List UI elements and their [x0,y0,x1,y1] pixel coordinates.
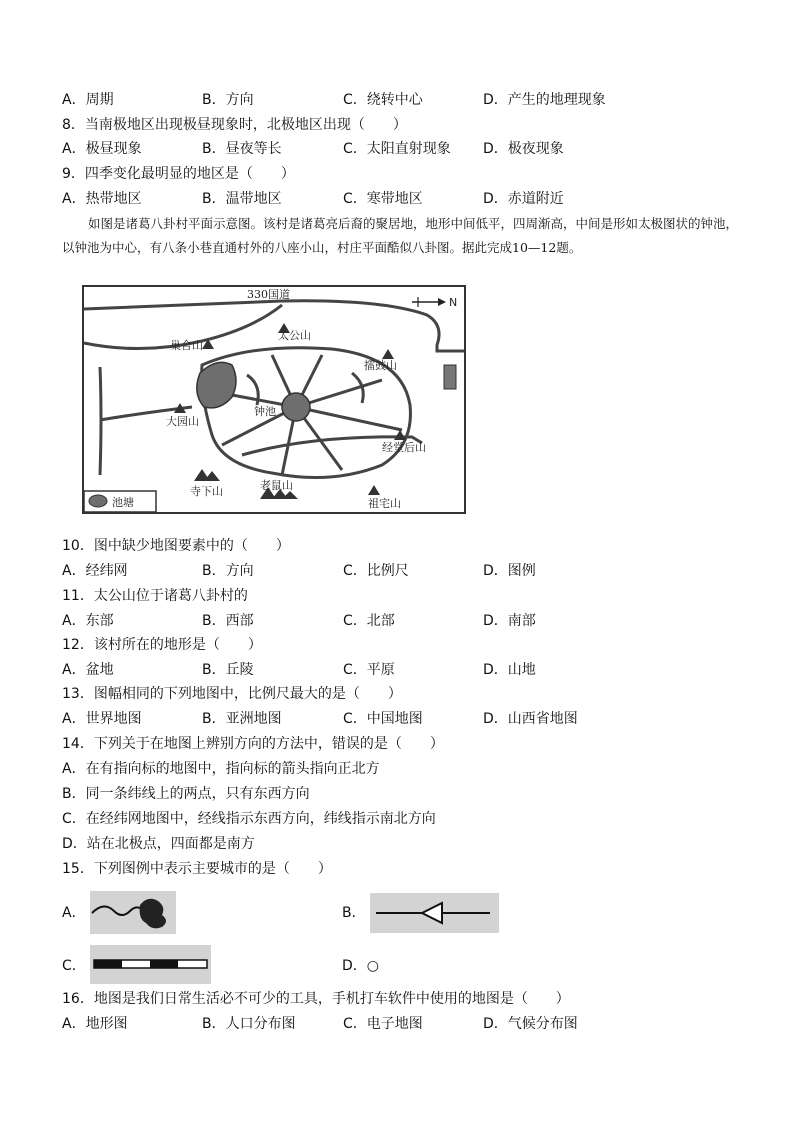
arrow-line-symbol-icon [370,893,499,933]
q9-stem: 9．四季变化最明显的地区是（ ） [62,166,295,182]
label-leigu: 擂鼓山 [364,359,397,372]
label-zhongchi: 钟池 [254,405,276,418]
q7-options [62,91,742,109]
q11-options [62,612,742,630]
q9-option-a: A．热带地区 [62,191,142,207]
q8-option-a: A．极昼现象 [62,141,142,157]
q15-option-b-image [370,893,499,933]
q14-option-c: C．在经纬网地图中，经线指示东西方向，纬线指示南北方向 [62,811,436,827]
q7-option-c: C．绕转中心 [343,92,423,108]
q8-option-b: B．昼夜等长 [202,141,282,157]
q15-option-a-image [90,891,176,934]
building-marker [444,365,456,389]
q9-options [62,190,742,208]
q8-option-d: D．极夜现象 [483,141,564,157]
q16-stem: 16．地图是我们日常生活必不可少的工具，手机打车软件中使用的地图是（ ） [62,991,570,1007]
q14-option-a: A．在有指向标的地图中，指向标的箭头指向正北方 [62,761,380,777]
map-intro-passage: 如图是诸葛八卦村平面示意图。该村是诸葛亮后裔的聚居地，地形中间低平，四周渐高，中间是形如太极图状的钟池，以钟池为中心，有八条小巷直通村外的八座小山，村庄平面酷似八卦图。据此完成10—12题。 [62,216,739,255]
q8-option-c: C．太阳直射现象 [343,141,451,157]
q12-option-c: C．平原 [343,662,395,678]
north-label: N [449,296,458,309]
q9-option-c: C．寒带地区 [343,191,423,207]
q14-option-b: B．同一条纬线上的两点，只有东西方向 [62,786,310,802]
label-jihe: 巢合山 [170,339,203,352]
q8-stem: 8．当南极地区出现极昼现象时，北极地区出现（ ） [62,117,407,133]
legend-pond-icon [89,495,107,507]
q13-option-b: B．亚洲地图 [202,711,282,727]
label-zuzhai: 祖宅山 [368,497,401,510]
q14-option-d: D．站在北极点，四面都是南方 [62,836,255,852]
q13-option-d: D．山西省地图 [483,711,578,727]
q11-option-d: D．南部 [483,613,536,629]
q15-label-a: A． [62,905,86,921]
q11-option-c: C．北部 [343,613,395,629]
q7-option-b: B．方向 [202,92,254,108]
q14-stem: 14．下列关于在地图上辨别方向的方法中，错误的是（ ） [62,736,444,752]
q11-option-b: B．西部 [202,613,254,629]
q13-stem: 13．图幅相同的下列地图中，比例尺最大的是（ ） [62,686,402,702]
q12-option-a: A．盆地 [62,662,114,678]
label-laoshu: 老鼠山 [260,479,293,492]
railway-symbol-icon [90,945,211,984]
q10-option-d: D．图例 [483,563,536,579]
q10-options [62,562,742,580]
zhongchi-pond [282,393,310,421]
q10-option-c: C．比例尺 [343,563,409,579]
q15-stem: 15．下列图例中表示主要城市的是（ ） [62,861,332,877]
q16-option-a: A．地形图 [62,1016,128,1032]
label-dayuan: 大园山 [166,415,199,428]
q16-option-b: B．人口分布图 [202,1016,296,1032]
q8-options [62,140,742,158]
q9-option-b: B．温带地区 [202,191,282,207]
road-330-label: 330国道 [247,288,290,301]
q15-label-b: B． [342,905,366,921]
q7-option-a: A．周期 [62,92,114,108]
q16-options [62,1015,742,1033]
label-jingtang: 经堂后山 [382,441,426,454]
label-taigong: 太公山 [278,329,311,342]
q15-label-d: D．○ [342,958,379,974]
legend-label: 池塘 [112,496,134,509]
q10-option-a: A．经纬网 [62,563,128,579]
q16-option-c: C．电子地图 [343,1016,423,1032]
q9-option-d: D．赤道附近 [483,191,564,207]
q15-label-c: C． [62,958,86,974]
q16-option-d: D．气候分布图 [483,1016,578,1032]
q11-stem: 11．太公山位于诸葛八卦村的 [62,588,248,604]
village-map [82,285,466,514]
q13-option-c: C．中国地图 [343,711,423,727]
q10-option-b: B．方向 [202,563,254,579]
q13-option-a: A．世界地图 [62,711,142,727]
q10-stem: 10．图中缺少地图要素中的（ ） [62,538,290,554]
q13-options [62,710,742,728]
q12-option-d: D．山地 [483,662,536,678]
label-sixia: 寺下山 [190,485,223,498]
q12-option-b: B．丘陵 [202,662,254,678]
river-lake-symbol-icon [90,891,176,934]
q15-option-c-image [90,945,211,984]
q12-options [62,661,742,679]
q11-option-a: A．东部 [62,613,114,629]
q7-option-d: D．产生的地理现象 [483,92,606,108]
q12-stem: 12．该村所在的地形是（ ） [62,637,262,653]
